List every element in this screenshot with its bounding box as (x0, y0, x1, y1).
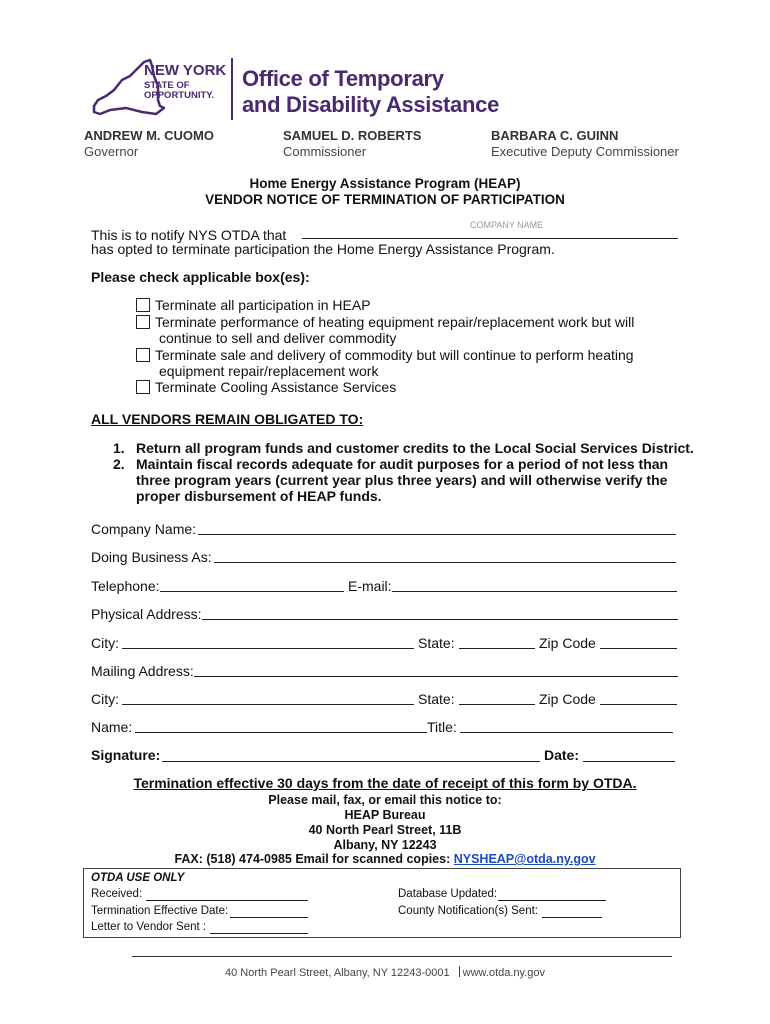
logo-new-york: NEW YORK (144, 62, 227, 79)
title-label: Title: (427, 719, 457, 735)
physical-address-label: Physical Address: (91, 606, 202, 622)
footer (0, 966, 770, 979)
logo-divider (231, 58, 233, 120)
doc-title-line2: VENDOR NOTICE OF TERMINATION OF PARTICIPATION (205, 192, 565, 207)
email-label: E-mail: (348, 578, 392, 594)
title-input[interactable] (460, 732, 673, 733)
footer-separator (459, 966, 460, 977)
termination-date-label: Termination Effective Date: (91, 905, 229, 917)
checkbox-row-cooling[interactable] (136, 379, 396, 395)
checkbox-row-commodity[interactable] (136, 347, 634, 363)
checkbox[interactable] (136, 315, 150, 329)
received-label: Received: (91, 888, 143, 900)
db-updated-input[interactable] (498, 900, 606, 901)
checkbox-row-all[interactable] (136, 297, 371, 313)
office-title-line2: and Disability Assistance (242, 92, 500, 117)
email-input[interactable] (392, 591, 677, 592)
footer-divider (132, 956, 672, 957)
check-heading: Please check applicable box(es): (91, 269, 310, 285)
company-name-input[interactable] (198, 534, 676, 535)
doc-title-line1: Home Energy Assistance Program (HEAP) (249, 176, 521, 191)
official-title: Governor (84, 144, 139, 159)
zip-label-2: Zip Code (539, 691, 596, 707)
company-name-line-input[interactable] (302, 238, 678, 239)
county-notification-input[interactable] (542, 917, 602, 918)
list-text: proper disbursement of HEAP funds. (136, 488, 382, 504)
mail-instruction: Please mail, fax, or email this notice to: (268, 793, 502, 807)
city-label: City: (91, 635, 119, 651)
fax-email-line (0, 852, 770, 866)
letter-sent-label: Letter to Vendor Sent : (91, 921, 207, 933)
city-input-2[interactable] (122, 704, 414, 705)
list-num: 2. (113, 456, 125, 472)
date-input[interactable] (583, 761, 675, 762)
list-text: Return all program funds and customer credits to the Local Social Services District. (136, 440, 694, 456)
city-input[interactable] (122, 648, 414, 649)
zip-input-2[interactable] (600, 704, 677, 705)
office-title-line1: Office of Temporary (242, 66, 444, 91)
mailing-address-input[interactable] (194, 676, 678, 677)
company-name-label: Company Name: (91, 521, 197, 537)
email-link[interactable]: NYSHEAP@otda.ny.gov (453, 852, 596, 866)
db-updated-label: Database Updated: (398, 888, 498, 900)
checkbox-label: Terminate all participation in HEAP (155, 297, 371, 313)
bureau-city: Albany, NY 12243 (333, 838, 437, 852)
fax-text: FAX: (518) 474-0985 Email for scanned copies: (174, 852, 454, 866)
checkbox-label-cont: continue to sell and deliver commodity (159, 330, 397, 346)
official-deputy (491, 128, 679, 160)
checkbox-row-heating[interactable] (136, 314, 634, 330)
telephone-label: Telephone: (91, 578, 160, 594)
list-text: Maintain fiscal records adequate for audit purposes for a period of not less than (136, 456, 669, 472)
checkbox[interactable] (136, 298, 150, 312)
footer-website: www.otda.ny.gov (462, 967, 546, 979)
official-name: SAMUEL D. ROBERTS (283, 128, 422, 143)
obligation-1 (113, 440, 694, 456)
dba-input[interactable] (214, 562, 676, 563)
official-name: BARBARA C. GUINN (491, 128, 619, 143)
state-label-2: State: (418, 691, 455, 707)
logo-state-of: STATE OF (144, 80, 190, 91)
checkbox[interactable] (136, 348, 150, 362)
county-notification-label: County Notification(s) Sent: (398, 905, 538, 917)
company-name-hint: COMPANY NAME (470, 220, 544, 230)
received-input[interactable] (146, 900, 308, 901)
date-label: Date: (544, 747, 580, 763)
name-input[interactable] (135, 732, 427, 733)
obligation-2 (113, 456, 669, 472)
checkbox-label: Terminate Cooling Assistance Services (155, 379, 397, 395)
mailing-address-label: Mailing Address: (91, 663, 194, 679)
checkbox-label: Terminate sale and delivery of commodity but will continue to perform heating (155, 347, 634, 363)
state-input-2[interactable] (459, 704, 535, 705)
name-label: Name: (91, 719, 133, 735)
list-num: 1. (113, 440, 125, 456)
bureau-name: HEAP Bureau (344, 808, 426, 822)
obligations-heading: ALL VENDORS REMAIN OBLIGATED TO: (91, 411, 364, 427)
termination-date-input[interactable] (230, 917, 308, 918)
signature-input[interactable] (162, 761, 540, 762)
official-title: Commissioner (283, 144, 367, 159)
official-name: ANDREW M. CUOMO (84, 128, 214, 143)
city-label-2: City: (91, 691, 119, 707)
logo-opportunity: OPPORTUNITY. (144, 90, 215, 101)
checkbox[interactable] (136, 380, 150, 394)
dba-label: Doing Business As: (91, 549, 212, 565)
state-label: State: (418, 635, 455, 651)
otda-use-heading: OTDA USE ONLY (91, 872, 185, 884)
checkbox-label: Terminate performance of heating equipment repair/replacement work but will (155, 314, 635, 330)
zip-input[interactable] (600, 648, 677, 649)
physical-address-input[interactable] (202, 619, 678, 620)
office-title (242, 66, 499, 118)
termination-notice: Termination effective 30 days from the date of receipt of this form by OTDA. (133, 775, 637, 791)
letter-sent-input[interactable] (210, 933, 308, 934)
telephone-input[interactable] (160, 591, 344, 592)
bureau-street: 40 North Pearl Street, 11B (308, 823, 462, 837)
notify-line2: has opted to terminate participation the Home Energy Assistance Program. (91, 241, 555, 257)
official-commissioner (283, 128, 421, 160)
list-text: three program years (current year plus three years) and will otherwise verify the (136, 472, 668, 488)
signature-label: Signature: (91, 747, 161, 763)
official-governor (84, 128, 214, 160)
notify-text: This is to notify NYS OTDA that (91, 227, 287, 243)
footer-address: 40 North Pearl Street, Albany, NY 12243-0001 (224, 967, 450, 979)
checkbox-label-cont: equipment repair/replacement work (159, 363, 379, 379)
otda-use-box (83, 868, 681, 938)
zip-label: Zip Code (539, 635, 596, 651)
official-title: Executive Deputy Commissioner (491, 144, 679, 159)
state-input[interactable] (459, 648, 535, 649)
